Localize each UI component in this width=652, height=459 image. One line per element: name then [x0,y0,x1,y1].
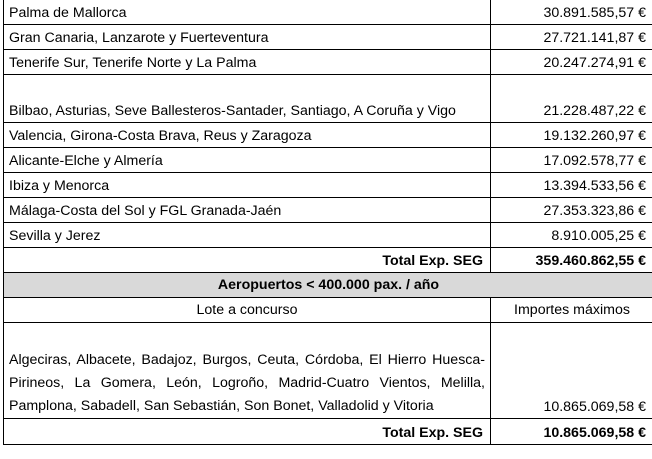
lot-cell: Gran Canaria, Lanzarote y Fuerteventura [4,25,491,50]
table-row [4,173,652,198]
contract-lots-table [3,0,652,445]
total-row [4,248,652,273]
lot-cell: Alicante-Elche y Almería [4,148,491,173]
total-amount: 359.460.862,55 € [491,248,652,273]
amount-cell: 27.353.323,86 € [491,198,652,223]
amount-cell: 10.865.069,58 € [491,323,652,419]
lot-cell: Palma de Mallorca [4,0,491,25]
lot-cell: Valencia, Girona-Costa Brava, Reus y Zaragoza [4,123,491,148]
contract-lots-table-container [3,0,649,445]
table-row [4,123,652,148]
lot-cell: Ibiza y Menorca [4,173,491,198]
column-header-lot: Lote a concurso [4,298,491,323]
amount-cell: 17.092.578,77 € [491,148,652,173]
column-header-amount: Importes máximos [491,298,652,323]
total-row [4,419,652,445]
table-row [4,148,652,173]
table-row [4,25,652,50]
section-title: Aeropuertos < 400.000 pax. / año [4,273,652,298]
lot-cell: Sevilla y Jerez [4,223,491,248]
lot-cell: Bilbao, Asturias, Seve Ballesteros-Santader, Santiago, A Coruña y Vigo [4,75,491,123]
amount-cell: 20.247.274,91 € [491,50,652,75]
table-row [4,198,652,223]
table-row [4,323,652,419]
table-row [4,50,652,75]
lot-cell: Tenerife Sur, Tenerife Norte y La Palma [4,50,491,75]
total-label: Total Exp. SEG [4,419,491,445]
column-header-row [4,298,652,323]
amount-cell: 8.910.005,25 € [491,223,652,248]
amount-cell: 30.891.585,57 € [491,0,652,25]
amount-cell: 13.394.533,56 € [491,173,652,198]
amount-cell: 27.721.141,87 € [491,25,652,50]
table-row [4,0,652,25]
amount-cell: 19.132.260,97 € [491,123,652,148]
lot-cell: Algeciras, Albacete, Badajoz, Burgos, Ceuta, Córdoba, El Hierro Huesca-Pirineos, La Gomera, León, Logroño, Madrid-Cuatro Vientos, Melilla, Pamplona, Sabadell, San Sebastián, Son Bonet, Valladolid y Vitoria [4,323,491,419]
total-label: Total Exp. SEG [4,248,491,273]
table-row [4,75,652,123]
amount-cell: 21.228.487,22 € [491,75,652,123]
total-amount: 10.865.069,58 € [491,419,652,445]
lot-cell: Málaga-Costa del Sol y FGL Granada-Jaén [4,198,491,223]
table-row [4,223,652,248]
section-header-row [4,273,652,298]
